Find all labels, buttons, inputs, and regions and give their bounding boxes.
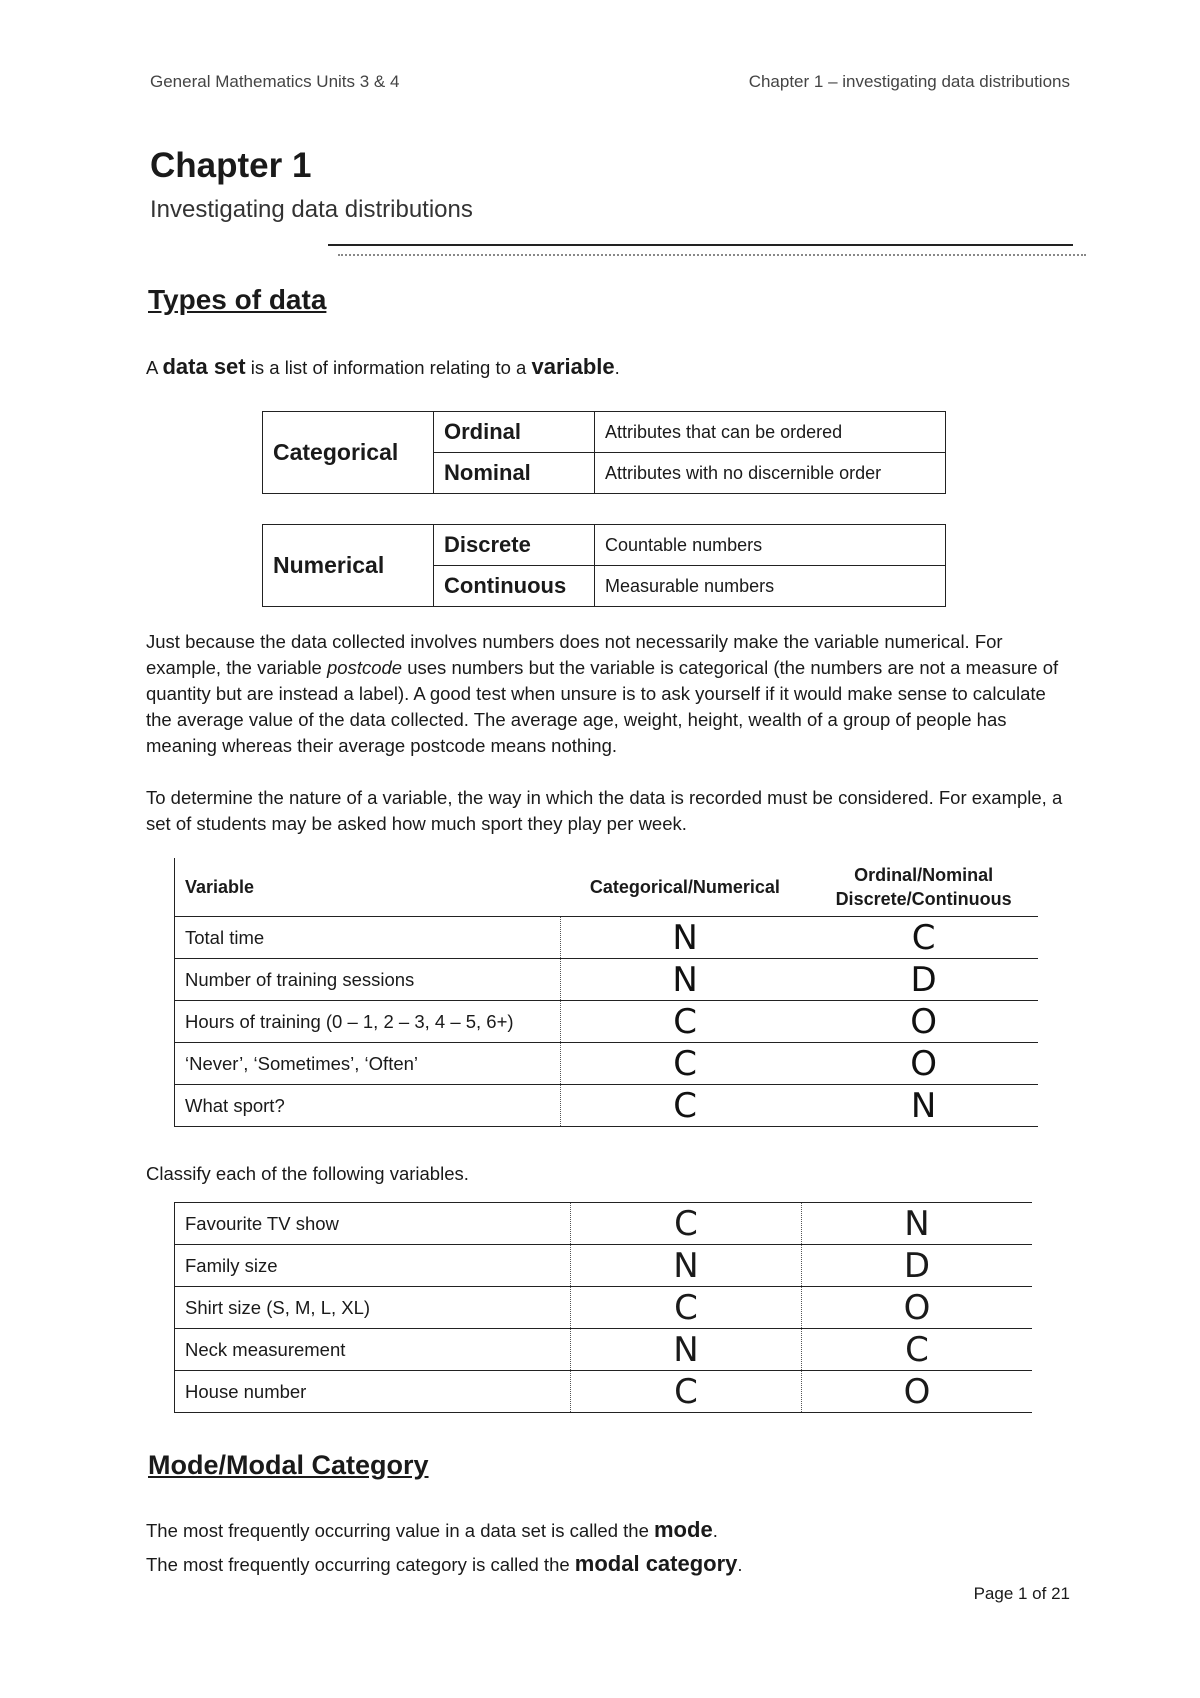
handwritten-type: C (561, 1043, 810, 1085)
variable-cell: Favourite TV show (175, 1203, 571, 1245)
table-row (175, 1371, 1033, 1413)
title-rule-dotted (338, 254, 1086, 256)
running-header-left: General Mathematics Units 3 & 4 (150, 72, 400, 91)
handwritten-subtype: D (802, 1245, 1033, 1287)
section-heading-types-of-data: Types of data (148, 284, 327, 315)
table-row (175, 1203, 1033, 1245)
discrete-description: Countable numbers (595, 525, 946, 566)
variable-cell: Hours of training (0 – 1, 2 – 3, 4 – 5, 6+) (175, 1001, 561, 1043)
handwritten-subtype: D (809, 959, 1038, 1001)
paragraph-numbers-vs-categorical: Just because the data collected involves numbers does not necessarily make the variable numerical. For example, the variable postcode uses numbers but the variable is categorical (the numbers are not a measure of quantity but are instead a label). A good test when unsure is to ask yourself if it would make sense to calculate the average value of the data collected. The average age, weight, height, wealth of a group of people has meaning whereas their average postcode means nothing. (146, 631, 1059, 756)
handwritten-subtype: O (809, 1001, 1038, 1043)
term-mode: mode (654, 1517, 713, 1542)
nominal-description: Attributes with no discernible order (595, 453, 946, 494)
handwritten-type: C (571, 1371, 802, 1413)
table-row (175, 1085, 1039, 1127)
term-postcode: postcode (327, 657, 403, 678)
section-heading-mode: Mode/Modal Category (148, 1450, 429, 1480)
variable-cell: House number (175, 1371, 571, 1413)
term-data-set: data set (162, 354, 246, 379)
variable-classification-table (174, 858, 1038, 1127)
handwritten-subtype: O (809, 1043, 1038, 1085)
variable-cell: Number of training sessions (175, 959, 561, 1001)
header-ordinal-nominal-discrete-continuous: Ordinal/Nominal Discrete/Continuous (809, 858, 1038, 917)
classify-table (174, 1202, 1032, 1413)
handwritten-subtype: C (809, 917, 1038, 959)
table-row (175, 1287, 1033, 1329)
handwritten-type: C (561, 1001, 810, 1043)
continuous-label: Continuous (434, 566, 595, 607)
table-row (175, 959, 1039, 1001)
variable-cell: Family size (175, 1245, 571, 1287)
modal-category-definition: The most frequently occurring category is called the modal category. (146, 1551, 743, 1576)
continuous-description: Measurable numbers (595, 566, 946, 607)
term-modal-category: modal category (574, 1551, 738, 1576)
handwritten-type: N (561, 917, 810, 959)
page-number: Page 1 of 21 (973, 1584, 1070, 1603)
variable-cell: Total time (175, 917, 561, 959)
handwritten-type: C (571, 1287, 802, 1329)
handwritten-subtype: O (802, 1287, 1033, 1329)
discrete-label: Discrete (434, 525, 595, 566)
title-rule (328, 244, 1073, 246)
nominal-label: Nominal (434, 453, 595, 494)
variable-cell: ‘Never’, ‘Sometimes’, ‘Often’ (175, 1043, 561, 1085)
handwritten-subtype: N (802, 1203, 1033, 1245)
handwritten-subtype: C (802, 1329, 1033, 1371)
header-categorical-numerical: Categorical/Numerical (561, 858, 810, 917)
term-variable: variable (531, 354, 615, 379)
handwritten-type: C (571, 1203, 802, 1245)
table-row (175, 917, 1039, 959)
ordinal-label: Ordinal (434, 412, 595, 453)
numerical-label: Numerical (263, 525, 434, 607)
table-row (175, 1043, 1039, 1085)
handwritten-type: N (571, 1245, 802, 1287)
handwritten-subtype: N (809, 1085, 1038, 1127)
mode-definition: The most frequently occurring value in a data set is called the mode. (146, 1517, 718, 1542)
paragraph-nature-of-variable: To determine the nature of a variable, the way in which the data is recorded must be considered. For example, a set of students may be asked how much sport they play per week. (146, 787, 1063, 834)
variable-cell: Neck measurement (175, 1329, 571, 1371)
numerical-types-table (262, 524, 946, 607)
ordinal-description: Attributes that can be ordered (595, 412, 946, 453)
classify-prompt: Classify each of the following variables. (146, 1163, 469, 1184)
handwritten-subtype: O (802, 1371, 1033, 1413)
variable-cell: Shirt size (S, M, L, XL) (175, 1287, 571, 1329)
handwritten-type: N (571, 1329, 802, 1371)
categorical-types-table (262, 411, 946, 494)
table-row (175, 1245, 1033, 1287)
handwritten-type: N (561, 959, 810, 1001)
table-row (175, 1329, 1033, 1371)
chapter-title: Chapter 1 (150, 146, 312, 185)
categorical-label: Categorical (263, 412, 434, 494)
variable-cell: What sport? (175, 1085, 561, 1127)
running-header-right: Chapter 1 – investigating data distributions (748, 72, 1070, 91)
intro-sentence: A data set is a list of information relating to a variable. (146, 354, 620, 379)
header-variable: Variable (175, 858, 561, 917)
handwritten-type: C (561, 1085, 810, 1127)
table-row (175, 1001, 1039, 1043)
chapter-subtitle: Investigating data distributions (150, 196, 473, 223)
